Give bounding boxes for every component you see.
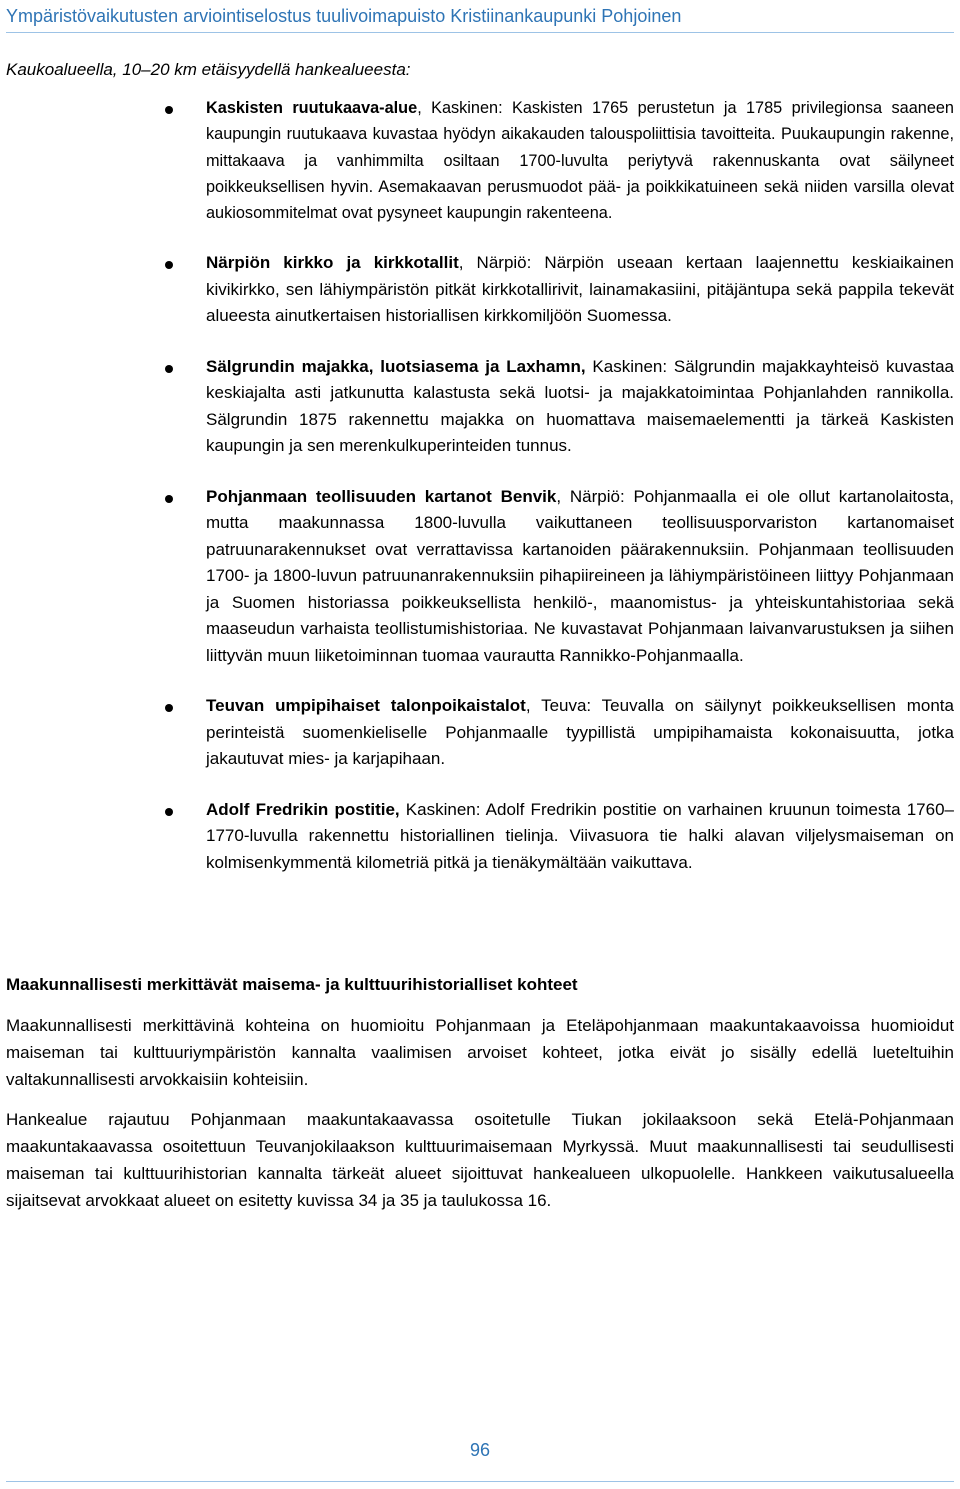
list-item-paragraph [206,484,954,670]
list-item-title: Teuvan umpipihaiset talonpoikaistalot [206,696,526,716]
heritage-site-list [0,95,960,900]
list-item [0,354,960,460]
list-item-title: Adolf Fredrikin postitie, [206,799,400,819]
section-paragraph-2: Hankealue rajautuu Pohjanmaan maakuntakaavassa osoitetulle Tiukan jokilaaksoon sekä Etelä-Pohjanmaan maakuntakaavassa osoitettuun Teuvanjokilaakson kulttuurimaisemaan Myrkyssä. Muut maakunnallisesti tai seudullisesti maiseman tai kulttuurihistorian kannalta tärkeät alueet sijoittuvat hankealueen ulkopuolelle. Hankkeen vaikutusalueella sijaitsevat arvokkaat alueet on esitetty kuvissa 34 ja 35 ja taulukossa 16. [6,1110,954,1210]
running-header: Ympäristövaikutusten arviointiselostus tuulivoimapuisto Kristiinankaupunki Pohjoinen [6,4,954,33]
list-item-title: Kaskisten ruutukaava-alue [206,99,418,117]
footer-divider [6,1481,954,1482]
list-item-paragraph [206,693,954,773]
list-item-paragraph [206,250,954,330]
list-item [0,95,960,226]
list-item [0,484,960,670]
list-item [0,797,960,877]
list-item-text: , Teuva: Teuvalla on säilynyt poikkeuksellisen monta perinteistä suomenkieliselle Pohjanmaalle tyypillistä umpipihamaista kokonaisuutta, jotka jakautuvat mies- ja karjapihaan. [206,696,954,769]
section-heading: Maakunnallisesti merkittävät maisema- ja kulttuurihistorialliset kohteet [6,975,578,994]
list-item-text: , Närpiö: Pohjanmaalla ei ole ollut kartanolaitosta, mutta maakunnassa 1800-luvulla vaikuttaneen teollisuusporvariston kartanomaiset patruunarakennukset ovat verrattavissa kartanoiden päärakennuksiin. Pohjanmaan teollisuuden 1700- ja 1800-luvun patruunanrakennuksiin pihapiireineen ja lähiympäristöineen liittyy Pohjanmaan ja Suomen historiassa poikkeuksellista henkilö-, maanomistus- ja yhteiskuntahistoriaa sekä maaseudun varhaista teollistumishistoriaa. Ne kuvastavat Pohjanmaan laivanvarustuksen ja siihen liittyvän muun liiketoiminnan tuomaa vaurautta Rannikko-Pohjanmaalla. [206,486,954,665]
list-item [0,693,960,773]
list-item-text: , Närpiö: Närpiön useaan kertaan laajennettu keskiaikainen kivikirkko, sen lähiympäristön pitkät kirkkotallirivit, lainamakasiini, pitäjäntupa sekä pappila tekevät alueesta ainutkertaisen historiallisen kirkkomiljöön Suomessa. [206,253,954,326]
list-item-text: Kaskinen: Sälgrundin majakkayhteisö kuvastaa keskiajalta asti jatkunutta kalastusta sekä luotsi- ja majakkatoimintaa Pohjanlahden rannikolla. Sälgrundin 1875 rakennettu majakka on huomattava maisemaelementti ja tärkeä Kaskisten kaupungin ja sen merenkulkuperinteiden tunnus. [206,356,954,456]
list-item [0,250,960,330]
list-item-text: , Kaskinen: Kaskisten 1765 perustetun ja 1785 privilegionsa saaneen kaupungin ruutukaava kuvastaa hyödyn aikakauden talouspoliittisia tavoitteita. Puukaupungin rakenne, mittakaava ja vanhimmilta osiltaan 1700-luvulta periytyvä rakennuskanta ovat säilyneet poikkeuksellisen hyvin. Asemakaavan perusmuodot pää- ja poikkikatuineen sekä niiden varsilla olevat aukiosommitelmat ovat pysyneet kaupungin rakenteena. [206,99,954,223]
list-item-title: Närpiön kirkko ja kirkkotallit [206,253,459,273]
list-item-paragraph [206,95,954,226]
list-item-text: Kaskinen: Adolf Fredrikin postitie on varhainen kruunun toimesta 1760–1770-luvulla rakennettu historiallinen tielinja. Viivasuora tie halki alavan viljelysmaiseman on kolmisenkymmentä kilometriä pitkä ja tienäkymältään vaikuttava. [206,799,954,872]
section-paragraph-1: Maakunnallisesti merkittävinä kohteina on huomioitu Pohjanmaan ja Eteläpohjanmaan maakuntakaavoissa huomioidut maiseman tai kulttuuriympäristön kannalta vaalimisen arvoiset kohteet, jotka eivät jo sisälly edellä lueteltuihin valtakunnallisesti arvokkaisiin kohteisiin. [6,1016,954,1089]
list-item-title: Pohjanmaan teollisuuden kartanot Benvik [206,486,557,506]
list-item-paragraph [206,797,954,877]
intro-line: Kaukoalueella, 10–20 km etäisyydellä hankealueesta: [6,60,411,79]
list-item-paragraph [206,354,954,460]
list-item-title: Sälgrundin majakka, luotsiasema ja Laxhamn, [206,356,586,376]
page-number: 96 [469,1440,491,1460]
